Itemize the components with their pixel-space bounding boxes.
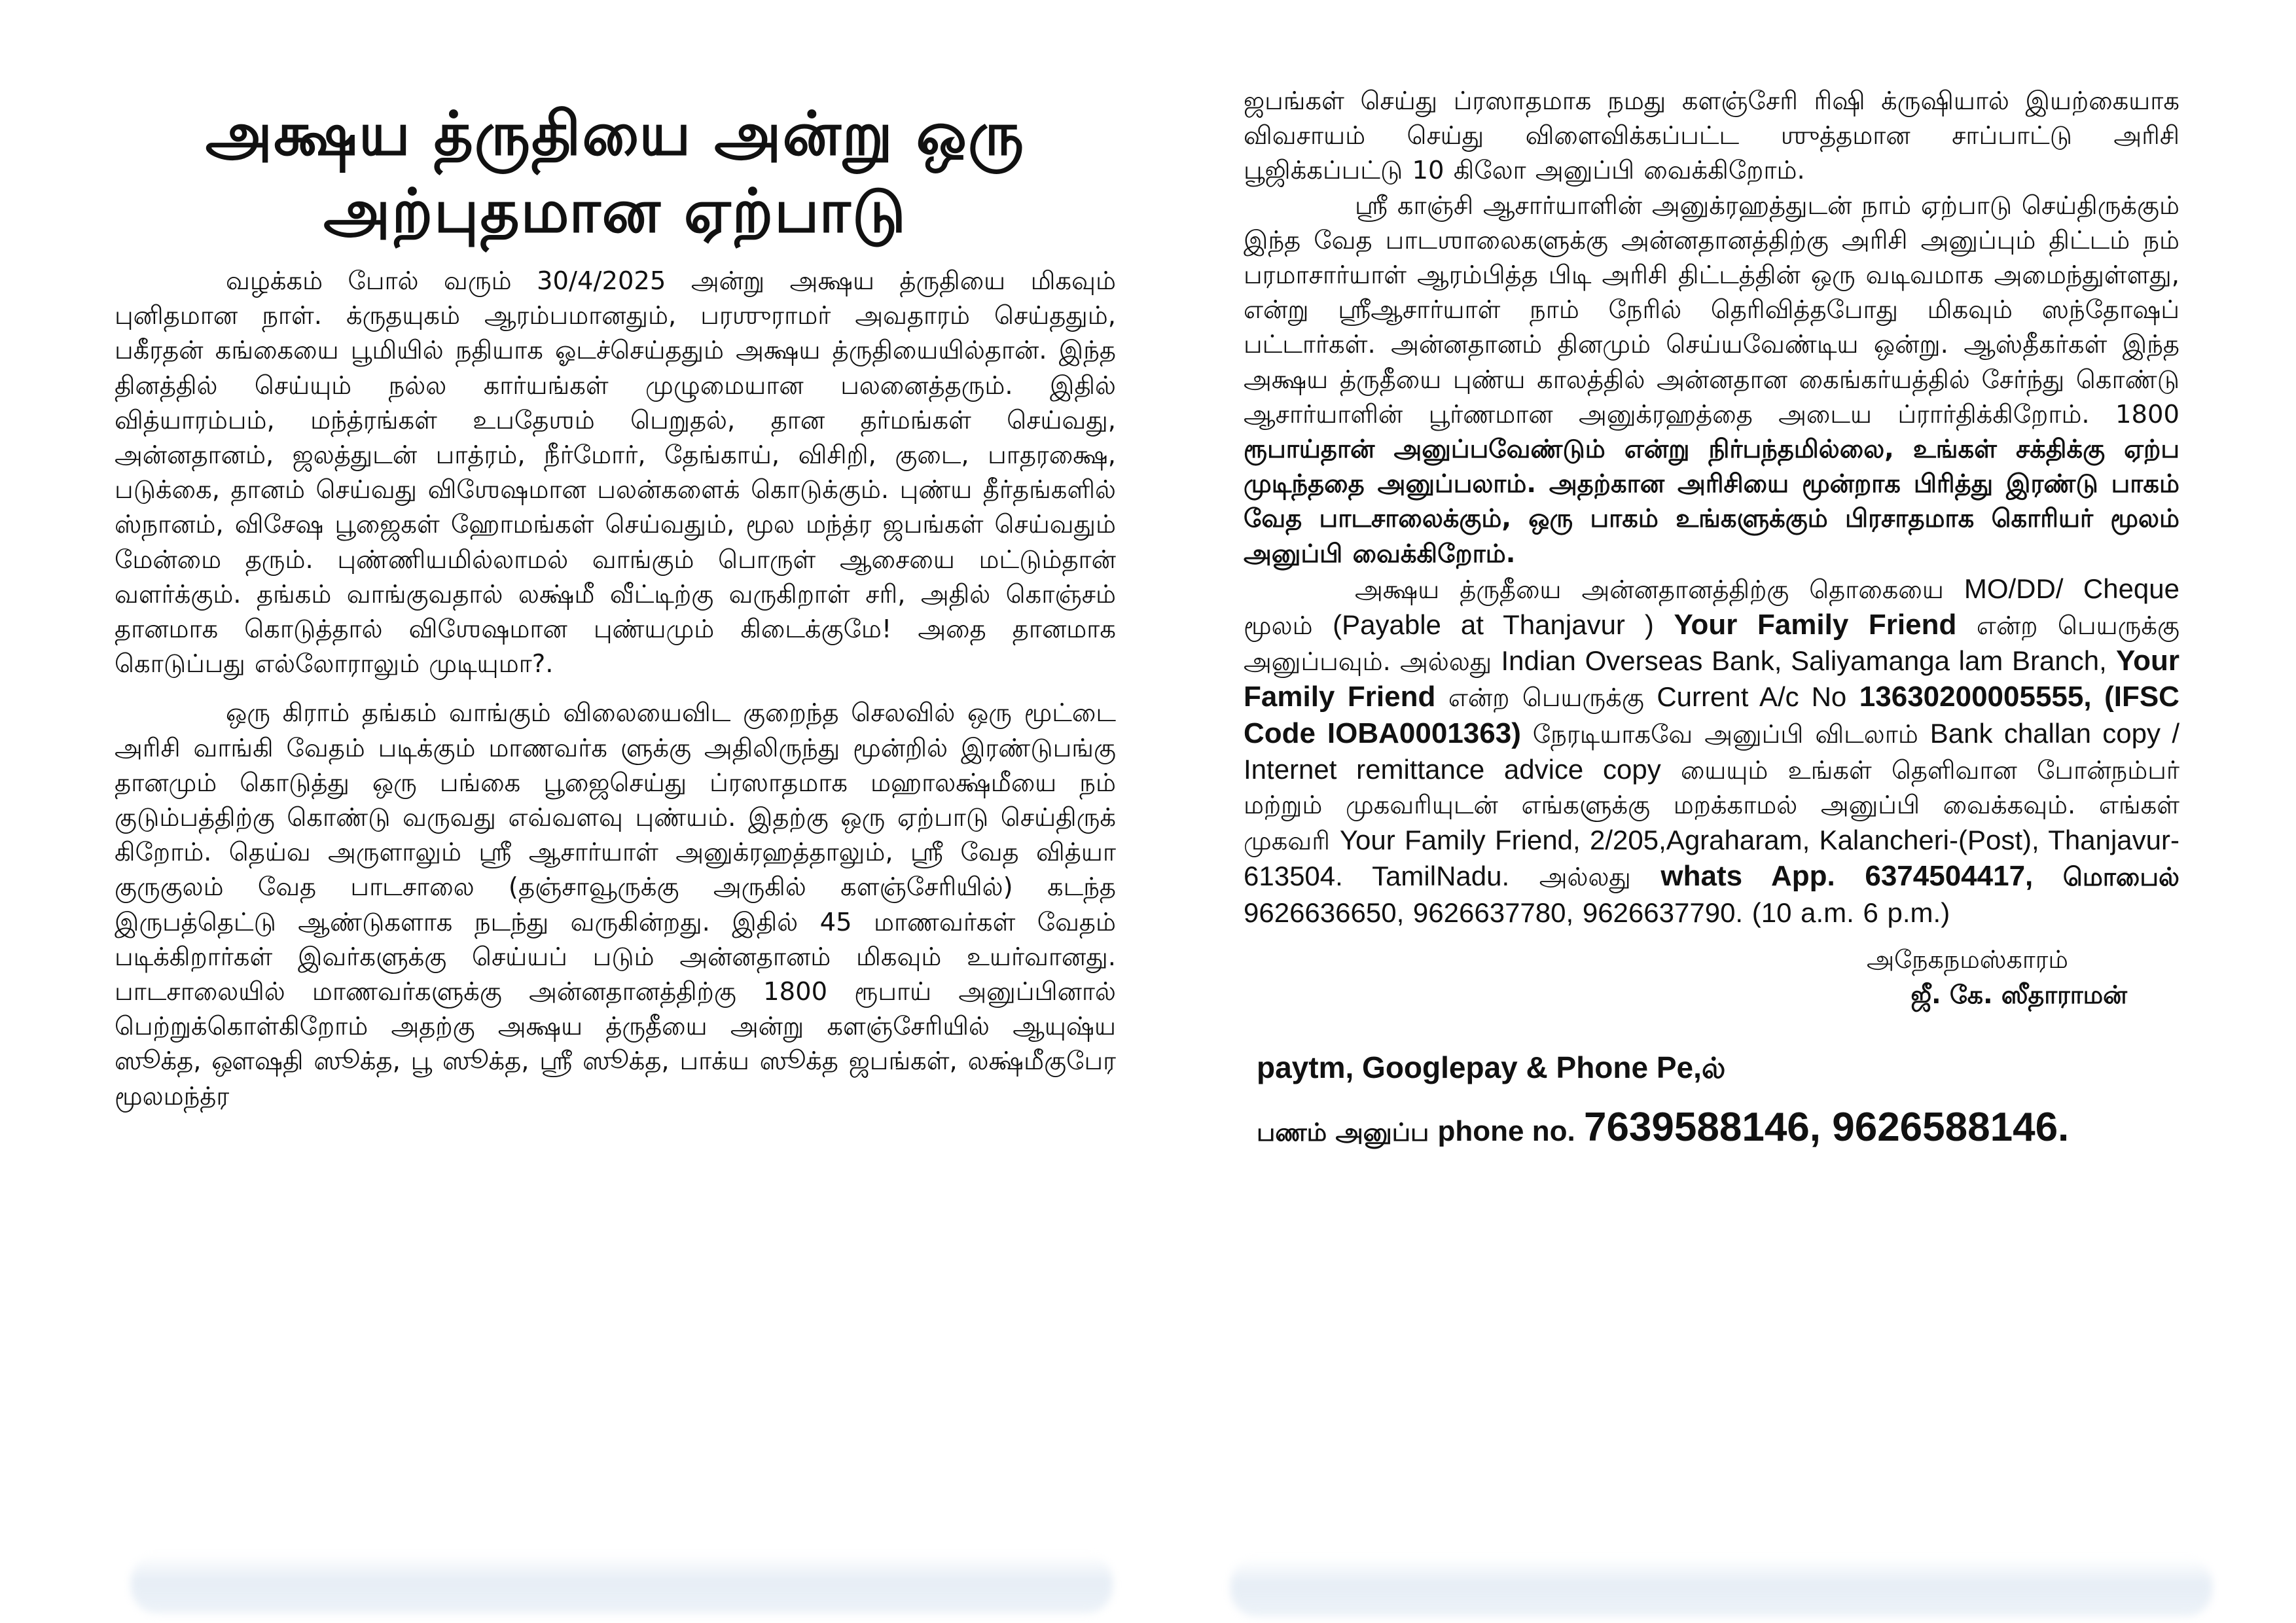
payment-intro: அக்ஷய த்ருதீயை அன்னதானத்திற்கு தொகையை: [1355, 575, 1944, 605]
mobile-numbers: 9626636650, 9626637780, 9626637790. (10 a.m. 6 p.m.): [1244, 897, 1950, 928]
intro-paragraph: வழக்கம் போல் வரும் 30/4/2025 அன்று அக்ஷய த்ருதியை மிகவும் புனிதமான நாள். க்ருதயுகம் ஆரம்பமானதும், பரஶுராமர் அவதாரம் செய்ததும், பகீரதன் கங்கையை பூமியில் நதியாக ஓடச்செய்ததும் அக்ஷய த்ருதியையில்தான். இந்த தினத்தில் செய்யும் நல்ல கார்யங்கள் முழுமையான பலனைத்தரும். இதில் வித்யாரம்பம், மந்த்ரங்கள் உபதேஶம் பெறுதல், தான தர்மங்கள் செய்வது, அன்னதானம், ஜலத்துடன் பாத்ரம், நீர்மோர், தேங்காய், விசிறி, குடை, பாதரக்ஷை, படுக்கை, தானம் செய்வது விஶேஷமான பலன்களைக் கொடுக்கும். புண்ய தீர்தங்களில் ஸ்நானம், விசேஷ பூஜைகள் ஹோமங்கள் செய்வதும், மூல மந்த்ர ஜபங்கள் செய்வதும் மேன்மை தரும். புண்ணியமில்லாமல் வாங்கும் பொருள் ஆசையை மட்டும்தான் வளர்க்கும். தங்கம் வாங்குவதால் லக்ஷ்மீ வீட்டிற்கு வருகிறாள் சரி, அதில் கொஞ்சம் தானமாக கொடுத்தால் விஶேஷமான புண்யமும் கிடைக்குமே! அதை தானமாக கொடுப்பது எல்லோராலும் முடியுமா?.: [115, 266, 1116, 679]
account-type: Current A/c No: [1657, 681, 1847, 713]
payment-modes: MO/DD/ Cheque: [1964, 573, 2180, 604]
send-money-label: பணம் அனுப்ப: [1257, 1117, 1429, 1147]
direct-transfer-text: நேரடியாகவே அனுப்பி விடலாம்: [1532, 719, 1918, 749]
remittance-copy: Bank challan copy / Internet remittance advice copy: [1244, 717, 2179, 785]
scan-smudge-right: [1230, 1558, 2212, 1616]
payable-at: (Payable at Thanjavur ): [1333, 609, 1654, 641]
payment-apps: paytm, Googlepay & Phone Pe,: [1257, 1050, 1702, 1084]
account-name: Your Family Friend: [1244, 645, 2179, 713]
closing-greeting: அநேகநமஸ்காரம்: [1866, 944, 2068, 974]
digital-payment-methods: [1257, 1046, 2179, 1090]
postal-address: Your Family Friend, 2/205,Agraharam, Kalancheri-(Post), Thanjavur-613504. TamilNadu.: [1244, 825, 2179, 892]
phone-label: phone no.: [1437, 1115, 1575, 1147]
title-line-2: அற்புதமான ஏற்பாடு: [323, 175, 907, 246]
payment-paragraph: [1244, 571, 2179, 931]
whatsapp-number: whats App. 6374504417,: [1660, 860, 2034, 893]
right-column: [1244, 0, 2179, 1157]
payment-or: என்ற பெயருக்கு அனுப்பவும். அல்லது: [1244, 611, 2179, 677]
signature-block: [1244, 942, 2179, 1012]
digital-payment-phone: [1257, 1103, 2179, 1157]
payment-apps-suffix: ல்: [1701, 1051, 1726, 1085]
payment-via: மூலம்: [1244, 611, 1313, 641]
account-for: என்ற பெயருக்கு: [1448, 683, 1644, 713]
acharya-paragraph: [1244, 188, 2179, 571]
left-column: [115, 0, 1116, 1114]
rice-offer-paragraph: ஒரு கிராம் தங்கம் வாங்கும் விலையைவிட குறைந்த செலவில் ஒரு மூட்டை அரிசி வாங்கி வேதம் படிக்கும் மாணவர்க ளுக்கு அதிலிருந்து மூன்றில் இரண்டுபங்கு தானமும் கொடுத்து ஒரு பங்கை பூஜைசெய்து ப்ரஸாதமாக மஹாலக்ஷ்மீயை நம் குடும்பத்திற்கு கொண்டு வருவது எவ்வளவு புண்யம். இதற்கு ஒரு ஏற்பாடு செய்திருக் கிறோம். தெய்வ அருளாலும் ஸ்ரீ ஆசார்யாள் அனுக்ரஹத்தாலும், ஸ்ரீ வேத வித்யா குருகுலம் வேத பாடசாலை (தஞ்சாவூருக்கு அருகில் களஞ்சேரியில்) கடந்த இருபத்தெட்டு ஆண்டுகளாக நடந்து வருகின்றது. இதில் 45 மாணவர்கள் வேதம் படிக்கிறார்கள் இவர்களுக்கு செய்யப் படும் அன்னதானம் மிகவும் உயர்வானது. பாடசாலையில் மாணவர்களுக்கு அன்னதானத்திற்கு 1800 ரூபாய் அனுப்பினால் பெற்றுக்கொள்கிறோம் அதற்கு அக்ஷய த்ருதீயை அன்று களஞ்சேரியில் ஆயுஷ்ய ஸூக்த, ஔஷதி ஸூக்த, பூ ஸூக்த, ஸ்ரீ ஸூக்த, பாக்ய ஸூக்த ஜபங்கள், லக்ஷ்மீகுபேர மூலமந்த்ர: [115, 698, 1116, 1111]
acharya-bold-text: ரூபாய்தான் அனுப்பவேண்டும் என்று நிர்பந்தமில்லை, உங்கள் சக்திக்கு ஏற்ப முடிந்ததை அனுப்பலாம். அதற்கான அரிசியை மூன்றாக பிரித்து இரண்டு பாகம் வேத பாடசாலைக்கும், ஒரு பாகம் உங்களுக்கும் பிரசாதமாக கொரியர் மூலம் அனுப்பி வைக்கிறோம்.: [1244, 435, 2179, 569]
account-number: 13630200005555, (IFSC Code IOBA0001363): [1244, 681, 2179, 749]
page-title: [115, 95, 1116, 249]
bank-name: Indian Overseas Bank, Saliyamanga lam Branch,: [1501, 645, 2107, 677]
signature-name: ஜீ. கே. ஸீதாராமன்: [1910, 980, 2127, 1009]
send-details-text: யையும் உங்கள் தெளிவான போன்நம்பர் மற்றும் முகவரியுடன் எங்களுக்கு மறக்காமல் அனுப்பி வைக்கவும். எங்கள் முகவரி: [1244, 755, 2179, 857]
or-text: அல்லது: [1539, 863, 1631, 893]
payment-phone-numbers: 7639588146, 9626588146.: [1583, 1104, 2070, 1150]
title-line-1: அக்ஷய த்ருதியை அன்று ஒரு: [205, 98, 1026, 169]
continued-paragraph: ஜபங்கள் செய்து ப்ரஸாதமாக நமது களஞ்சேரி ரிஷி க்ருஷியால் இயற்கையாக விவசாயம் செய்து விளைவிக்கப்பட்ட ஶுத்தமான சாப்பாட்டு அரிசி பூஜிக்கப்பட்டு 10 கிலோ அனுப்பி வைக்கிறோம்.: [1244, 86, 2179, 186]
digital-payment-block: [1244, 1046, 2179, 1157]
scan-smudge-left: [131, 1554, 1113, 1613]
payee-name: Your Family Friend: [1674, 609, 1957, 641]
acharya-text: ஸ்ரீ காஞ்சி ஆசார்யாளின் அனுக்ரஹத்துடன் நாம் ஏற்பாடு செய்திருக்கும் இந்த வேத பாடஶாலைகளுக்கு அன்னதானத்திற்கு அரிசி அனுப்பும் திட்டம் நம் பரமாசார்யாள் ஆரம்பித்த பிடி அரிசி திட்டத்தின் ஒரு வடிவமாக அமைந்துள்ளது, என்று ஸ்ரீஆசார்யாள் நாம் நேரில் தெரிவித்தபோது மிகவும் ஸந்தோஷப் பட்டார்கள். அன்னதானம் தினமும் செய்யவேண்டிய ஒன்று. ஆஸ்தீகர்கள் இந்த அக்ஷய த்ருதீயை புண்ய காலத்தில் அன்னதான கைங்கர்யத்தில் சேர்ந்து கொண்டு ஆசார்யாளின் பூர்ணமான அனுக்ரஹத்தை அடைய ப்ரார்திக்கிறோம். 1800: [1244, 190, 2179, 429]
mobile-label: மொபைல்: [2062, 863, 2179, 893]
